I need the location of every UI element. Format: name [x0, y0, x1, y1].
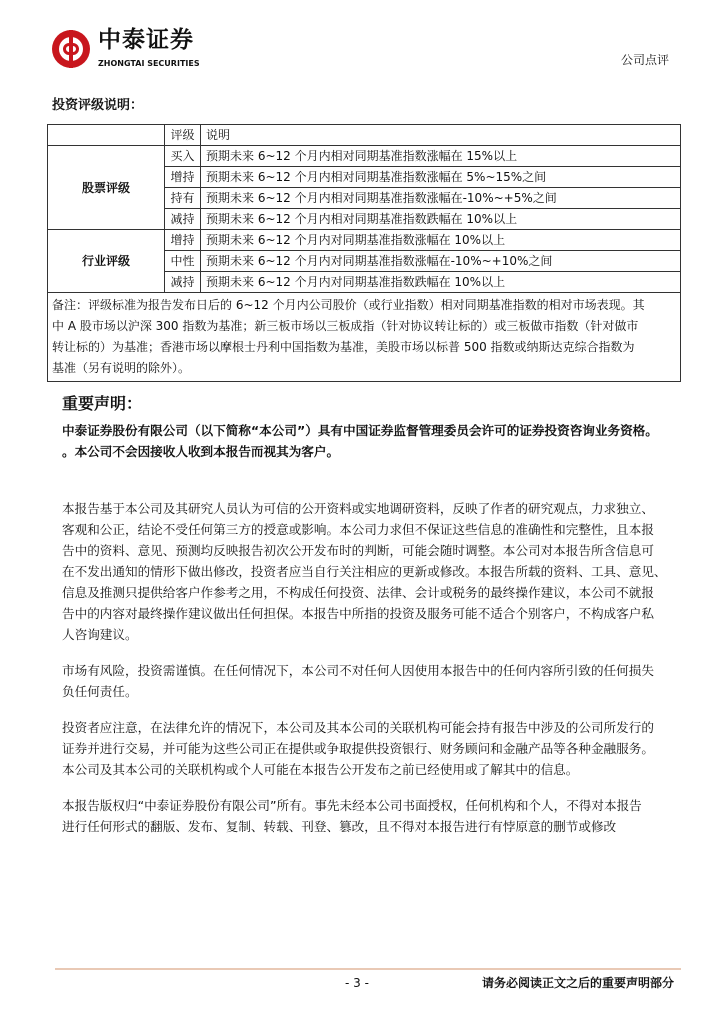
declaration-paragraph — [62, 717, 692, 780]
declaration-paragraph — [62, 498, 692, 645]
paragraph-line: 告中的内容对最终操作建议做出任何担保。本报告中所指的投资及服务可能不适合个别客户，不构成客户私 — [62, 606, 654, 621]
declaration-paragraph — [62, 795, 692, 837]
table-note-row — [48, 293, 681, 382]
rating-note — [48, 293, 681, 382]
paragraph-line: 中泰证券股份有限公司（以下简称“本公司”）具有中国证券监督管理委员会许可的证券投资咨询业务资格。 — [62, 423, 658, 438]
declaration-title: 重要声明： — [62, 394, 143, 413]
header-rating: 评级 — [165, 125, 201, 146]
paragraph-line: 负任何责任。 — [62, 684, 138, 699]
paragraph-line: 进行任何形式的翻版、发布、复制、转载、刊登、篡改，且不得对本报告进行有悖原意的删节或修改 — [62, 819, 617, 834]
rating-section-title: 投资评级说明： — [52, 98, 144, 113]
note-line: 中 A 股市场以沪深 300 指数为基准；新三板市场以三板成指（针对协议转让标的）或三板做市指数（针对做市 — [52, 319, 639, 333]
company-logo — [52, 28, 232, 72]
description-cell: 预期未来 6~12 个月内相对同期基准指数涨幅在 5%~15%之间 — [201, 167, 681, 188]
note-line: 转让标的）为基准；香港市场以摩根士丹利中国指数为基准，美股市场以标普 500 指数或纳斯达克综合指数为 — [52, 340, 635, 354]
header-empty-cell — [48, 125, 165, 146]
paragraph-line: 本报告版权归“中泰证券股份有限公司”所有。事先未经本公司书面授权，任何机构和个人，不得对本报告 — [62, 798, 642, 813]
paragraph-line: 投资者应注意，在法律允许的情况下，本公司及其本公司的关联机构可能会持有报告中涉及的公司所发行的 — [62, 720, 654, 735]
rating-table — [47, 124, 681, 382]
page-number: - 3 - — [345, 976, 369, 990]
logo-text-cn: 中泰证券 — [98, 27, 194, 53]
header-description: 说明 — [201, 125, 681, 146]
description-cell: 预期未来 6~12 个月内相对同期基准指数跌幅在 10%以上 — [201, 209, 681, 230]
logo-text-en: ZHONGTAI SECURITIES — [98, 59, 200, 68]
paragraph-line: 人咨询建议。 — [62, 627, 138, 642]
document-type: 公司点评 — [620, 53, 669, 67]
description-cell: 预期未来 6~12 个月内相对同期基准指数涨幅在-10%~+5%之间 — [201, 188, 681, 209]
paragraph-line: 在不发出通知的情形下做出修改，投资者应当自行关注相应的更新或修改。本报告所载的资料、工具、意见、 — [62, 564, 667, 579]
paragraph-line: 本报告基于本公司及其研究人员认为可信的公开资料或实地调研资料，反映了作者的研究观点，力求独立、 — [62, 501, 654, 516]
paragraph-line: 告中的资料、意见、预测均反映报告初次公开发布时的判断，可能会随时调整。本公司对本报告所含信息可 — [62, 543, 654, 558]
table-row — [48, 230, 681, 251]
rating-cell: 持有 — [165, 188, 201, 209]
rating-cell: 中性 — [165, 251, 201, 272]
declaration-paragraph — [62, 660, 692, 702]
rating-cell: 买入 — [165, 146, 201, 167]
qualification-statement — [62, 420, 692, 462]
description-cell: 预期未来 6~12 个月内对同期基准指数涨幅在-10%~+10%之间 — [201, 251, 681, 272]
rating-cell: 减持 — [165, 272, 201, 293]
footer-note: 请务必阅读正文之后的重要声明部分 — [481, 976, 674, 990]
paragraph-line: 市场有风险，投资需谨慎。在任何情况下，本公司不对任何人因使用本报告中的任何内容所引致的任何损失 — [62, 663, 654, 678]
rating-cell: 减持 — [165, 209, 201, 230]
description-cell: 预期未来 6~12 个月内相对同期基准指数涨幅在 15%以上 — [201, 146, 681, 167]
rating-group-label: 行业评级 — [48, 230, 165, 293]
description-cell: 预期未来 6~12 个月内对同期基准指数跌幅在 10%以上 — [201, 272, 681, 293]
declaration-body — [62, 420, 692, 852]
paragraph-line: 信息及推测只提供给客户作参考之用，不构成任何投资、法律、会计或税务的最终操作建议，本公司不就报 — [62, 585, 654, 600]
logo-mark-icon — [52, 30, 90, 68]
table-row — [48, 146, 681, 167]
paragraph-line: 。本公司不会因接收人收到本报告而视其为客户。 — [62, 444, 340, 459]
note-line: 基准（另有说明的除外）。 — [52, 361, 191, 375]
paragraph-line: 证券并进行交易，并可能为这些公司正在提供或争取提供投资银行、财务顾问和金融产品等各种金融服务。 — [62, 741, 654, 756]
paragraph-line: 客观和公正，结论不受任何第三方的授意或影响。本公司力求但不保证这些信息的准确性和完整性，且本报 — [62, 522, 654, 537]
rating-cell: 增持 — [165, 230, 201, 251]
table-header-row — [48, 125, 681, 146]
footer-divider — [55, 968, 681, 970]
description-cell: 预期未来 6~12 个月内对同期基准指数涨幅在 10%以上 — [201, 230, 681, 251]
rating-cell: 增持 — [165, 167, 201, 188]
paragraph-line: 本公司及其本公司的关联机构或个人可能在本报告公开发布之前已经使用或了解其中的信息。 — [62, 762, 579, 777]
rating-group-label: 股票评级 — [48, 146, 165, 230]
note-line: 备注：评级标准为报告发布日后的 6~12 个月内公司股价（或行业指数）相对同期基准指数的相对市场表现。其 — [52, 298, 645, 312]
